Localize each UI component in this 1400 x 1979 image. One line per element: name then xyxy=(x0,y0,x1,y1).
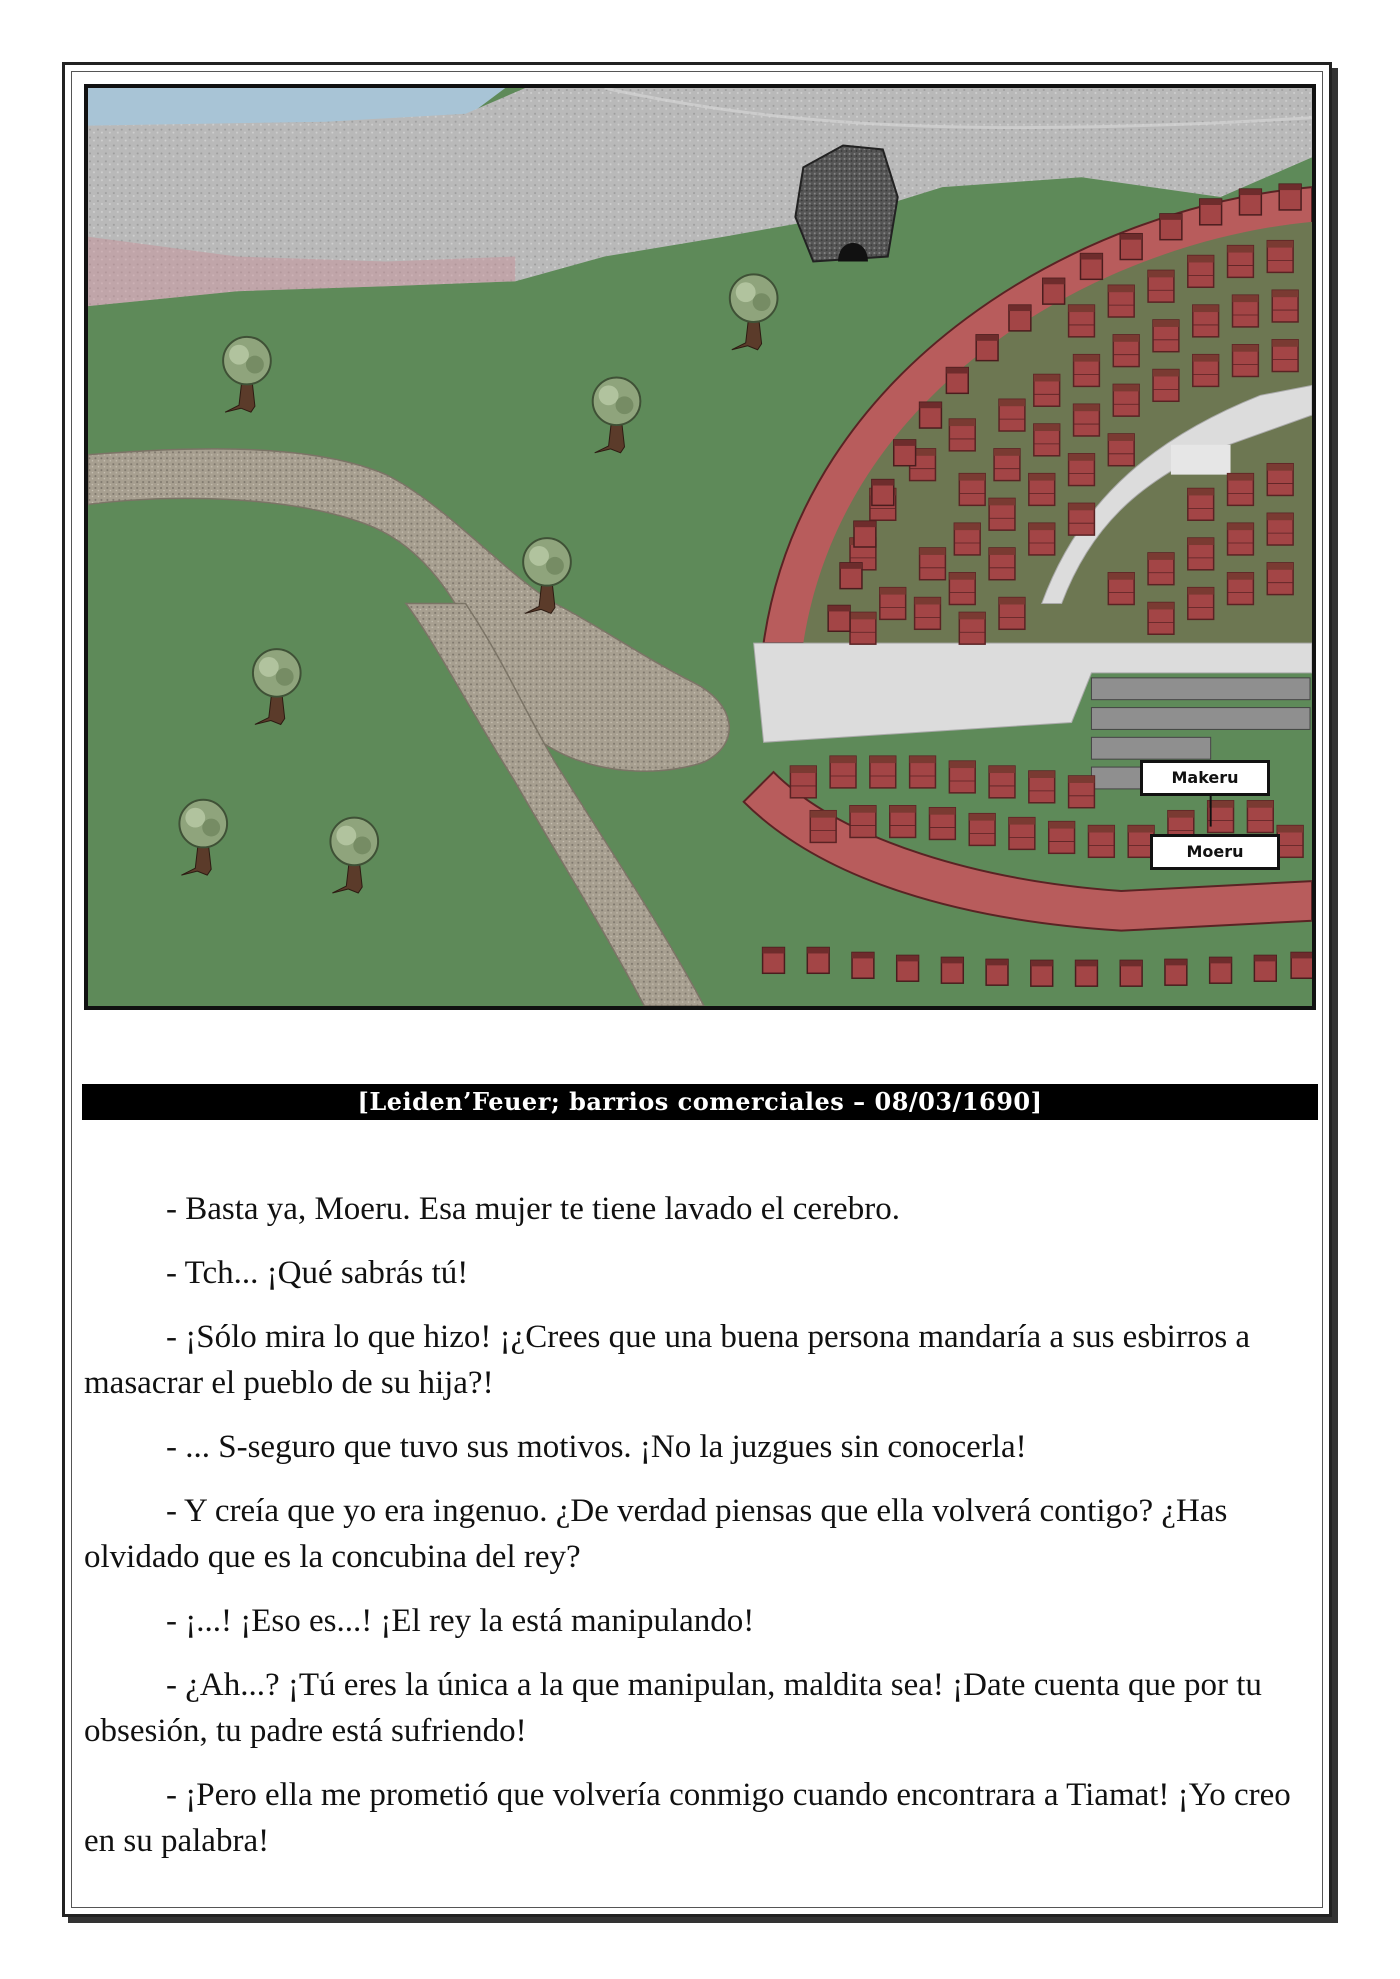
dialogue-line: - ... S-seguro que tuvo sus motivos. ¡No la juzgues sin conocerla! xyxy=(166,1429,1027,1465)
dialogue-block xyxy=(84,1186,1316,1882)
dialogue-line: - ¡Pero ella me prometió que volvería conmigo cuando encontrara a Tiamat! ¡Yo creo en su palabra! xyxy=(84,1777,1291,1859)
town-map xyxy=(84,84,1316,1010)
dialogue-line: - ¿Ah...? ¡Tú eres la única a la que manipulan, maldita sea! ¡Date cuenta que por tu obsesión, tu padre está sufriendo! xyxy=(84,1667,1262,1749)
dialogue-line: - Tch... ¡Qué sabrás tú! xyxy=(166,1255,469,1291)
dialogue-line: - ¡...! ¡Eso es...! ¡El rey la está manipulando! xyxy=(166,1603,755,1639)
dialogue-line: - Basta ya, Moeru. Esa mujer te tiene lavado el cerebro. xyxy=(166,1191,900,1227)
map-drawing xyxy=(88,88,1312,1006)
map-label-makeru: Makeru xyxy=(1140,760,1270,796)
dialogue-line: - Y creía que yo era ingenuo. ¿De verdad piensas que ella volverá contigo? ¿Has olvidado que es la concubina del rey? xyxy=(84,1493,1228,1575)
scene-header: [Leiden’Feuer; barrios comerciales – 08/03/1690] xyxy=(82,1084,1318,1120)
map-label-moeru: Moeru xyxy=(1150,834,1280,870)
dialogue-line: - ¡Sólo mira lo que hizo! ¡¿Crees que una buena persona mandaría a sus esbirros a masacrar el pueblo de su hija?! xyxy=(84,1319,1251,1401)
